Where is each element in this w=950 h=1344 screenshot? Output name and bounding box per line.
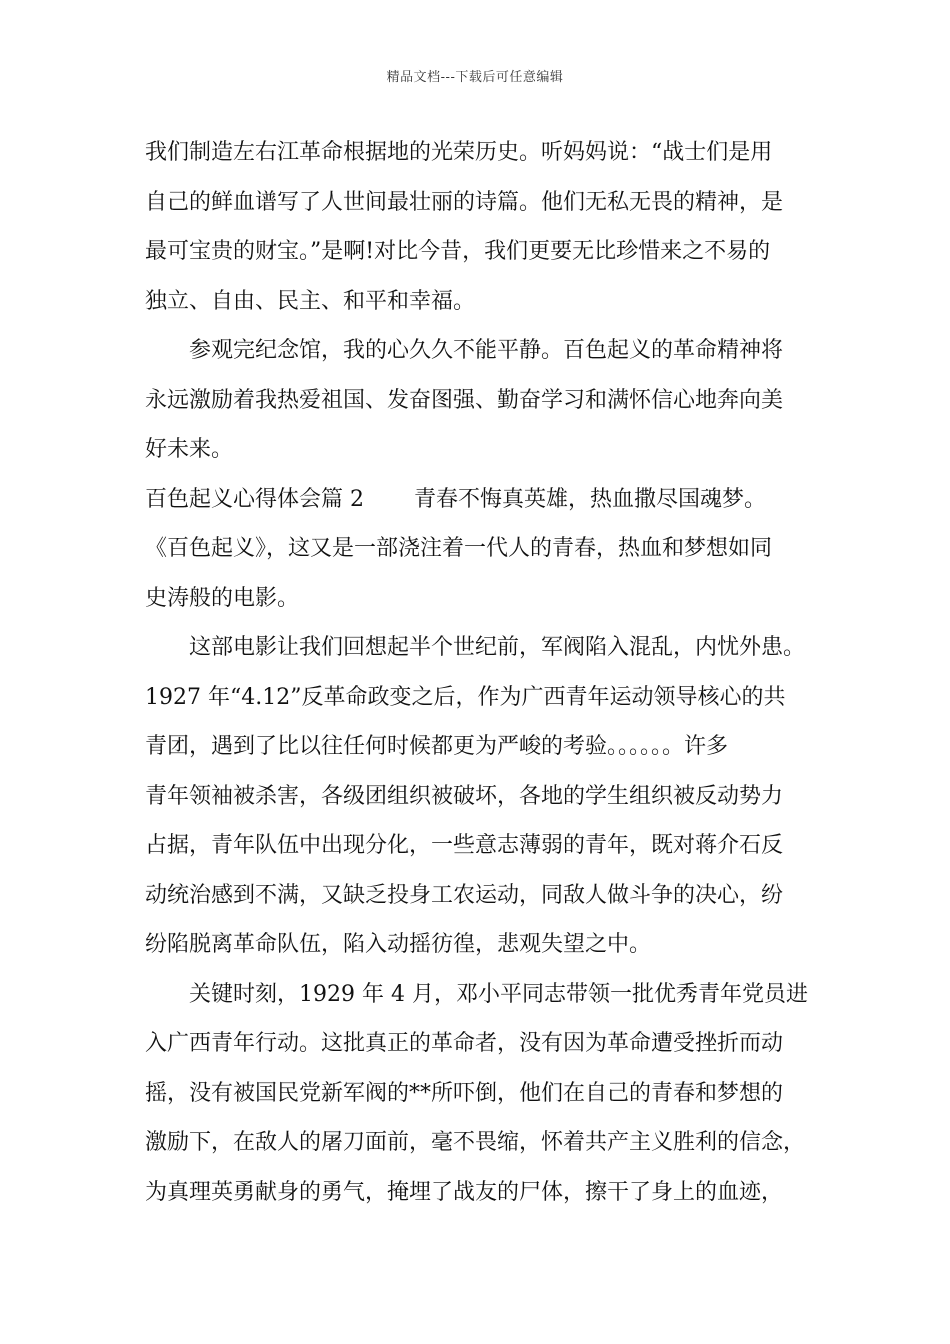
text-line: 好未来。 [145,437,234,462]
section-subtitle: 青春不悔真英雄，热血撒尽国魂梦。 [414,486,767,512]
paragraph-start-line: 这部电影让我们回想起半个世纪前，军阀陷入混乱，内忧外患。 [189,635,806,660]
text-line: 占据，青年队伍中出现分化，一些意志薄弱的青年，既对蒋介石反 [145,833,784,858]
document-body [145,128,825,1217]
text-line: 独立、自由、民主、和平和幸福。 [145,288,476,314]
section-heading: 百色起义心得体会篇 2 [145,486,364,512]
text-line: 史涛般的电影。 [145,585,300,611]
text-line: 永远激励着我热爱祖国、发奋图强、勤奋学习和满怀信心地奔向美 [145,387,784,413]
text-line: 摇，没有被国民党新军阀的**所吓倒，他们在自己的青春和梦想的 [145,1080,784,1106]
text-line: 纷陷脱离革命队伍，陷入动摇彷徨，悲观失望之中。 [145,932,652,957]
text-line: 自己的鲜血谱写了人世间最壮丽的诗篇。他们无私无畏的精神，是 [145,189,784,215]
text-line: 激励下，在敌人的屠刀面前，毫不畏缩，怀着共产主义胜利的信念， [145,1130,806,1155]
section-heading-line [145,475,825,525]
text-line: 青团，遇到了比以往任何时候都更为严峻的考验。。。。。。许多 [145,734,729,759]
page-header: 精品文档---下载后可任意编辑 [386,70,564,85]
text-line: 《百色起义》，这又是一部浇注着一代人的青春，热血和梦想如同 [145,536,773,561]
text-line: 动统治感到不满，又缺乏投身工农运动，同敌人做斗争的决心，纷 [145,882,784,908]
paragraph-start-line: 关键时刻，1929 年 4 月，邓小平同志带领一批优秀青年党员进 [189,981,808,1007]
text-line: 我们制造左右江革命根据地的光荣历史。听妈妈说：“战士们是用 [145,140,773,165]
text-line: 入广西青年行动。这批真正的革命者，没有因为革命遭受挫折而动 [145,1031,784,1056]
text-line: 为真理英勇献身的勇气，掩埋了战友的尸体，擦干了身上的血迹， [145,1179,784,1205]
text-line: 青年领袖被杀害，各级团组织被破坏，各地的学生组织被反动势力 [145,783,784,809]
text-line: 最可宝贵的财宝。”是啊!对比今昔，我们更要无比珍惜来之不易的 [145,239,771,264]
paragraph-start-line: 参观完纪念馆，我的心久久不能平静。百色起义的革命精神将 [189,338,784,363]
text-line: 1927 年“4.12”反革命政变之后，作为广西青年运动领导核心的共 [145,684,786,710]
